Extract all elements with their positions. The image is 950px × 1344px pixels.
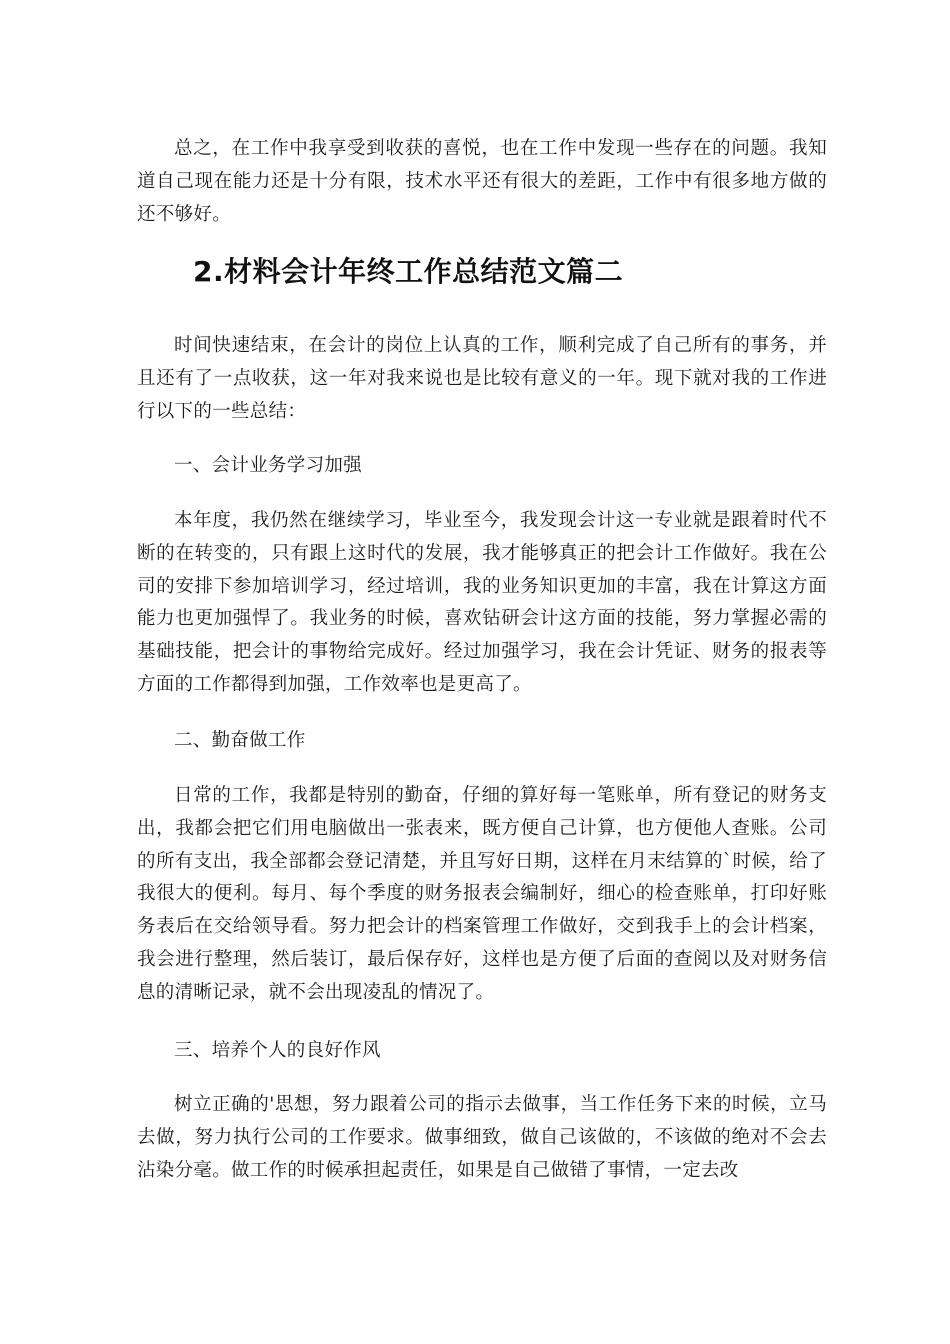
subsection-body-2: 日常的工作，我都是特别的勤奋，仔细的算好每一笔账单，所有登记的财务支出，我都会把它们用电脑做出一张表来，既方便自己计算，也方便他人查账。公司的所有支出，我全部都会登记清楚，并且写好日期，这样在月末结算的`时候，给了我很大的便利。每月、每个季度的财务报表会编制好，细心的检查账单，打印好账务表后在交给领导看。努力把会计的档案管理工作做好，交到我手上的会计档案，我会进行整理，然后装订，最后保存好，这样也是方便了后面的查阅以及对财务信息的清晰记录，就不会出现凌乱的情况了。 <box>137 785 827 1003</box>
subsection-body-1: 本年度，我仍然在继续学习，毕业至今，我发现会计这一专业就是跟着时代不断的在转变的，只有跟上这时代的发展，我才能够真正的把会计工作做好。我在公司的安排下参加培训学习，经过培训，我的业务知识更加的丰富，我在计算这方面能力也更加强悍了。我业务的时候，喜欢钻研会计这方面的技能，努力掌握必需的基础技能，把会计的事物给完成好。经过加强学习，我在会计凭证、财务的报表等方面的工作都得到加强，工作效率也是更高了。 <box>137 510 827 695</box>
subsection-title-1: 一、会计业务学习加强 <box>174 455 363 476</box>
section-heading: 2.材料会计年终工作总结范文篇二 <box>193 255 624 288</box>
subsection-title-3: 三、培养个人的良好作风 <box>174 1040 381 1061</box>
subsection-body-3: 树立正确的'思想，努力跟着公司的指示去做事，当工作任务下来的时候，立马去做，努力执行公司的工作要求。做事细致，做自己该做的，不该做的绝对不会去沾染分毫。做工作的时候承担起责任，如果是自己做错了事情，一定去改 <box>137 1094 827 1181</box>
subsection-title-2: 二、勤奋做工作 <box>174 730 306 751</box>
intro-paragraph: 总之，在工作中我享受到收获的喜悦，也在工作中发现一些存在的问题。我知道自己现在能力还是十分有限，技术水平还有很大的差距，工作中有很多地方做的还不够好。 <box>137 138 827 225</box>
opening-paragraph: 时间快速结束，在会计的岗位上认真的工作，顺利完成了自己所有的事务，并且还有了一点收获，这一年对我来说也是比较有意义的一年。现下就对我的工作进行以下的一些总结： <box>137 335 827 422</box>
